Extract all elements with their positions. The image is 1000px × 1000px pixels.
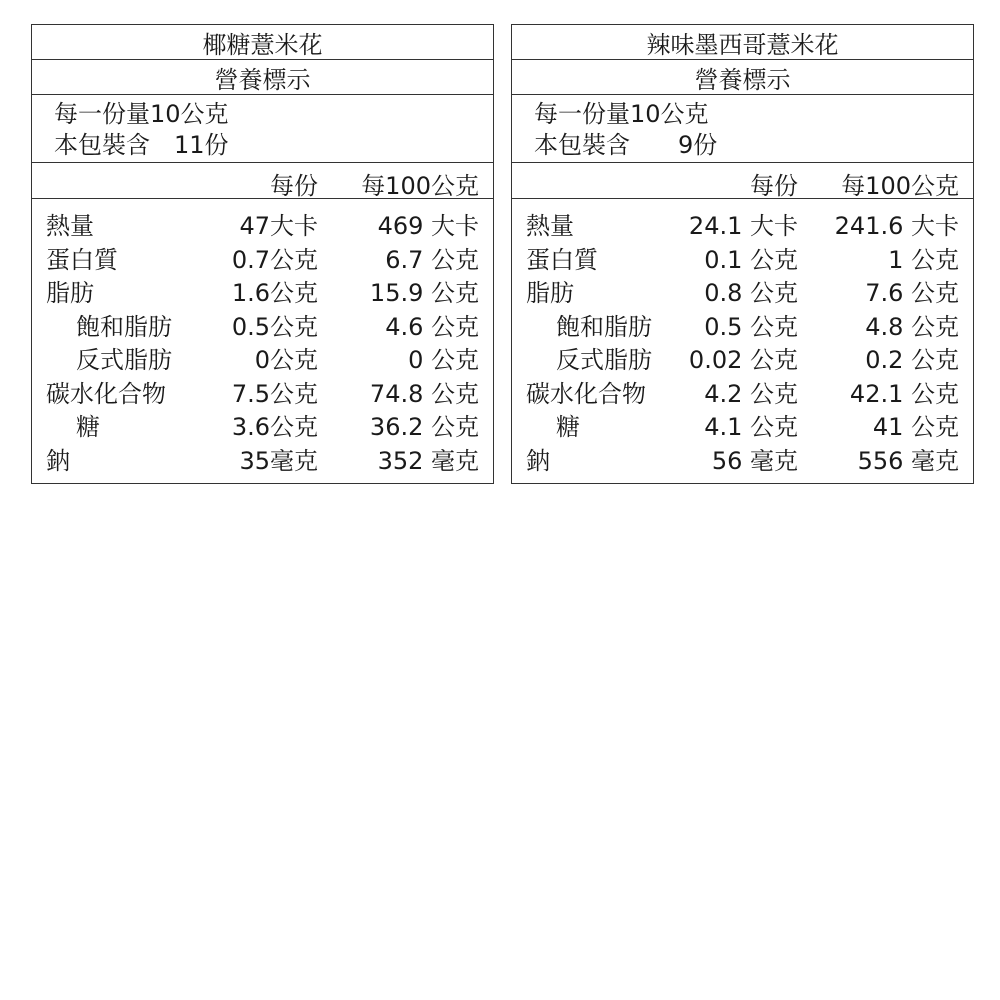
per-serving-value: 0.7公克 <box>231 245 318 274</box>
per-serving-value: 0.1 公克 <box>704 245 798 274</box>
per-100g-value: 469 大卡 <box>377 212 479 240</box>
nutrient-name: 糖 <box>76 413 100 441</box>
nutrient-list <box>512 199 973 473</box>
nutrient-row-sodium <box>32 440 493 474</box>
per-100g-value: 42.1 公克 <box>849 379 959 408</box>
nutrient-row-energy <box>512 205 973 239</box>
nutrient-row-carbohydrate <box>32 373 493 407</box>
nutrient-list <box>32 199 493 473</box>
per-100g-value: 556 毫克 <box>857 446 959 475</box>
nutrition-label-spicy-mexican <box>511 24 974 484</box>
nutrient-row-fat <box>32 272 493 306</box>
nutrition-label-coconut-sugar <box>31 24 494 484</box>
nutrient-name: 反式脂肪 <box>76 346 172 374</box>
nutrient-row-carbohydrate <box>512 373 973 407</box>
per-serving-value: 0.5 公克 <box>704 312 798 341</box>
per-100g-header: 每100公克 <box>361 172 479 200</box>
nutrient-name: 鈉 <box>46 446 70 475</box>
product-title: 椰糖薏米花 <box>32 25 493 60</box>
per-serving-value: 4.2 公克 <box>704 379 798 408</box>
nutrition-facts-heading: 營養標示 <box>512 60 973 95</box>
nutrient-row-protein <box>32 239 493 273</box>
product-title: 辣味墨西哥薏米花 <box>512 25 973 60</box>
nutrient-name: 鈉 <box>526 446 550 475</box>
nutrient-name: 碳水化合物 <box>46 379 166 408</box>
nutrition-facts-heading: 營養標示 <box>32 60 493 95</box>
per-serving-value: 0.8 公克 <box>704 279 798 307</box>
serving-size: 每一份量10公克 <box>54 100 229 128</box>
nutrient-name: 熱量 <box>526 212 574 240</box>
nutrient-name: 糖 <box>556 413 580 441</box>
per-100g-value: 241.6 大卡 <box>834 212 959 240</box>
per-100g-header: 每100公克 <box>841 172 959 200</box>
serving-size: 每一份量10公克 <box>534 100 709 128</box>
serving-info <box>32 95 493 163</box>
per-100g-value: 4.8 公克 <box>865 312 959 341</box>
nutrient-row-fat <box>512 272 973 306</box>
per-100g-value: 0.2 公克 <box>865 346 959 374</box>
servings-per-package: 本包裝含 9份 <box>534 131 718 159</box>
nutrient-name: 飽和脂肪 <box>76 312 172 341</box>
nutrient-name: 蛋白質 <box>46 245 118 274</box>
per-serving-value: 35毫克 <box>239 446 318 475</box>
nutrient-name: 脂肪 <box>46 279 94 307</box>
nutrient-row-saturated-fat <box>32 306 493 340</box>
nutrient-name: 反式脂肪 <box>556 346 652 374</box>
nutrient-row-saturated-fat <box>512 306 973 340</box>
per-serving-value: 0.02 公克 <box>688 346 798 374</box>
per-100g-value: 4.6 公克 <box>385 312 479 341</box>
nutrient-name: 飽和脂肪 <box>556 312 652 341</box>
nutrient-row-sugar <box>512 406 973 440</box>
nutrient-name: 脂肪 <box>526 279 574 307</box>
nutrient-row-sodium <box>512 440 973 474</box>
per-serving-value: 56 毫克 <box>711 446 798 475</box>
per-100g-value: 6.7 公克 <box>385 245 479 274</box>
per-100g-value: 7.6 公克 <box>865 279 959 307</box>
per-100g-value: 36.2 公克 <box>369 413 479 441</box>
per-100g-value: 41 公克 <box>872 413 959 441</box>
per-100g-value: 74.8 公克 <box>369 379 479 408</box>
nutrient-name: 蛋白質 <box>526 245 598 274</box>
nutrient-row-trans-fat <box>512 339 973 373</box>
nutrient-name: 碳水化合物 <box>526 379 646 408</box>
per-serving-header: 每份 <box>270 172 318 200</box>
per-serving-value: 0.5公克 <box>231 312 318 341</box>
per-100g-value: 0 公克 <box>408 346 479 374</box>
nutrient-row-energy <box>32 205 493 239</box>
per-serving-value: 0公克 <box>254 346 318 374</box>
per-serving-value: 1.6公克 <box>231 279 318 307</box>
per-serving-value: 47大卡 <box>239 212 318 240</box>
nutrient-name: 熱量 <box>46 212 94 240</box>
per-100g-value: 1 公克 <box>888 245 959 274</box>
per-serving-value: 24.1 大卡 <box>688 212 798 240</box>
nutrient-row-trans-fat <box>32 339 493 373</box>
per-serving-value: 7.5公克 <box>231 379 318 408</box>
servings-per-package: 本包裝含 11份 <box>54 131 229 159</box>
column-headers <box>32 163 493 199</box>
per-100g-value: 352 毫克 <box>377 446 479 475</box>
per-serving-value: 4.1 公克 <box>704 413 798 441</box>
per-100g-value: 15.9 公克 <box>369 279 479 307</box>
serving-info <box>512 95 973 163</box>
per-serving-header: 每份 <box>750 172 798 200</box>
nutrient-row-sugar <box>32 406 493 440</box>
per-serving-value: 3.6公克 <box>231 413 318 441</box>
nutrient-row-protein <box>512 239 973 273</box>
column-headers <box>512 163 973 199</box>
